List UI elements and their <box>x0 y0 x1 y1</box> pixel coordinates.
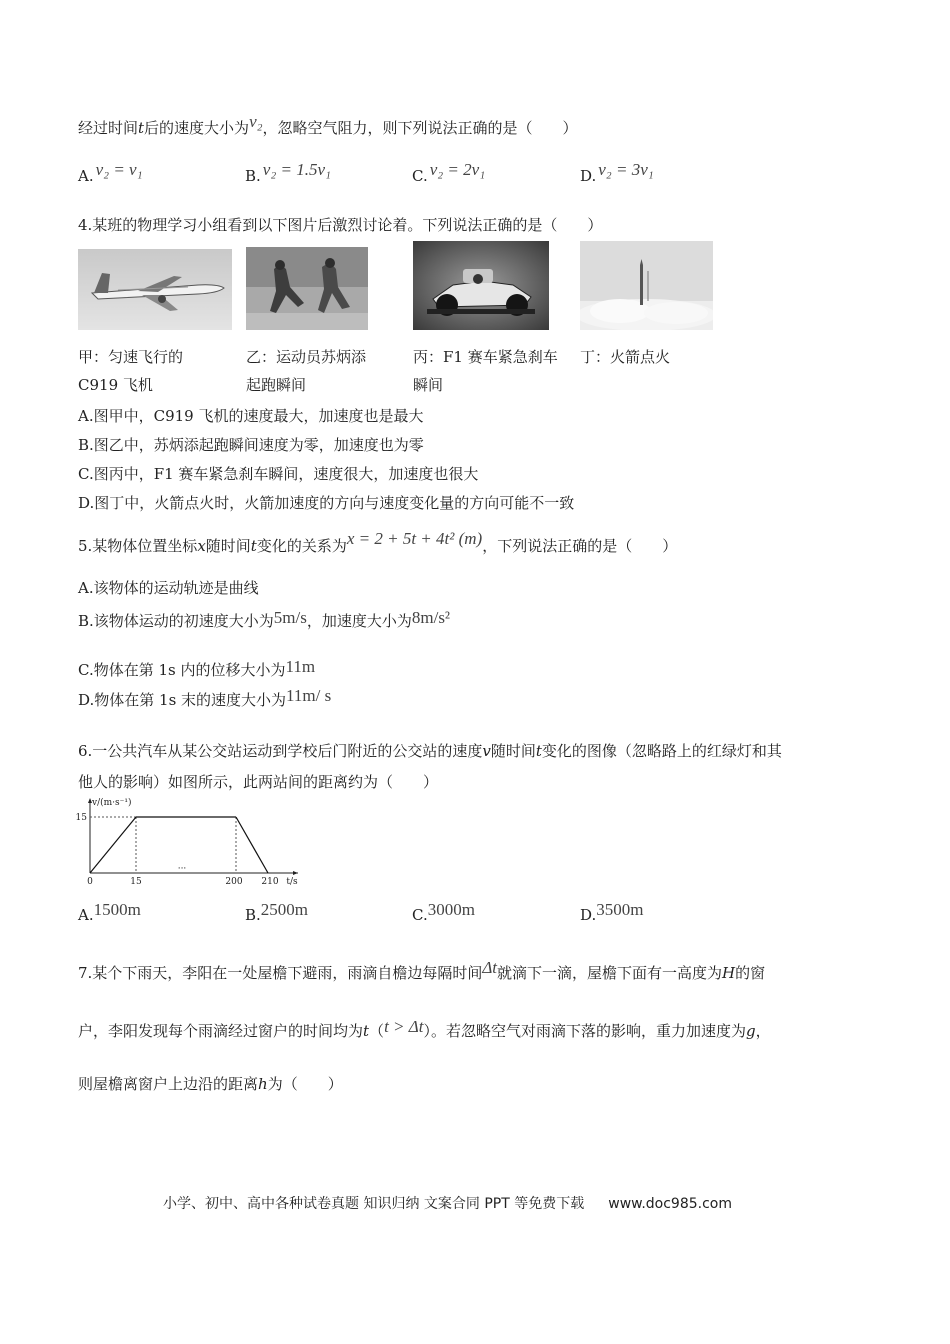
series-segment <box>236 817 268 873</box>
q3-option-d[interactable]: D. v₂ = 3v₁ <box>580 160 654 185</box>
x-tick-label: 15 <box>130 877 142 887</box>
q4-option-a[interactable]: A.图甲中，C919 飞机的速度最大，加速度也是最大 <box>78 407 424 425</box>
q6-option-d[interactable]: D.3500m <box>580 900 644 924</box>
q7-stem-line2: 户，李阳发现每个雨滴经过窗户的时间均为t（t > Δt）。若忽略空气对雨滴下落的影响，重力加速度为g， <box>78 1017 771 1040</box>
y-tick-label: 15 <box>75 813 87 823</box>
axis-break-ellipsis: ··· <box>177 864 187 874</box>
q5-option-a[interactable]: A.该物体的运动轨迹是曲线 <box>78 579 259 597</box>
q6-stem-line1: 6.一公共汽车从某公交站运动到学校后门附近的公交站的速度v随时间t变化的图像（忽略路上的红绿灯和其 <box>78 742 782 760</box>
footer-url[interactable]: www.doc985.com <box>608 1196 732 1212</box>
caption-bing: 丙：F1 赛车紧急刹车 瞬间 <box>413 348 558 394</box>
caption-yi: 乙：运动员苏炳添 起跑瞬间 <box>246 348 367 394</box>
footer-text: 小学、初中、高中各种试卷真题 知识归纳 文案合同 PPT 等免费下载 <box>163 1196 585 1212</box>
q3-stem-line: 经过时间t后的速度大小为v₂，忽略空气阻力，则下列说法正确的是（ ） <box>78 112 578 137</box>
page-footer <box>163 1193 732 1213</box>
rocket-launch-photo <box>580 241 713 330</box>
x-tick-label: 0 <box>87 877 93 887</box>
var-v2: v₂ <box>249 112 263 131</box>
x-tick-label: 200 <box>225 877 243 887</box>
y-axis-label: v/(m·s⁻¹) <box>92 798 132 808</box>
x-axis-arrow <box>293 871 298 875</box>
q6-option-c[interactable]: C.3000m <box>412 900 475 924</box>
q4-stem: 4.某班的物理学习小组看到以下图片后激烈讨论着。下列说法正确的是（ ） <box>78 216 603 234</box>
q4-option-b[interactable]: B.图乙中，苏炳添起跑瞬间速度为零，加速度也为零 <box>78 436 424 454</box>
q5-formula: x = 2 + 5t + 4t² (m) <box>346 529 483 548</box>
q5-option-d[interactable]: D.物体在第 1s 末的速度大小为11m/ s <box>78 686 332 709</box>
q6-stem-line2: 他人的影响）如图所示，此两站间的距离约为（ ） <box>78 773 439 791</box>
q5-option-c[interactable]: C.物体在第 1s 内的位移大小为11m <box>78 657 316 679</box>
caption-ding: 丁：火箭点火 <box>580 348 671 366</box>
q3-option-a[interactable]: A. v₂ = v₁ <box>78 160 143 185</box>
f1-race-car-photo <box>413 241 549 330</box>
q3-option-b[interactable]: B. v₂ = 1.5v₁ <box>245 160 331 185</box>
c919-airplane-photo <box>78 249 232 330</box>
var-t: t <box>138 119 145 137</box>
series-segment <box>90 817 136 873</box>
q4-option-c[interactable]: C.图丙中，F1 赛车紧急刹车瞬间，速度很大，加速度也很大 <box>78 465 479 483</box>
x-tick-label: 210 <box>261 877 279 887</box>
q7-stem-line1: 7.某个下雨天，李阳在一处屋檐下避雨，雨滴自檐边每隔时间Δt就滴下一滴，屋檐下面有一高度为H的窗 <box>78 958 766 982</box>
q7-stem-line3: 则屋檐离窗户上边沿的距离h为（ ） <box>78 1075 343 1093</box>
q5-option-b[interactable]: B.该物体运动的初速度大小为5m/s，加速度大小为8m/s² <box>78 608 451 630</box>
q4-option-d[interactable]: D.图丁中，火箭点火时，火箭加速度的方向与速度变化量的方向可能不一致 <box>78 494 575 512</box>
x-axis-label: t/s <box>286 877 298 887</box>
q3-option-c[interactable]: C. v₂ = 2v₁ <box>412 160 486 185</box>
q6-option-a[interactable]: A.1500m <box>78 900 141 924</box>
q6-option-b[interactable]: B.2500m <box>245 900 309 924</box>
q5-stem: 5.某物体位置坐标x随时间t变化的关系为x = 2 + 5t + 4t² (m)，下列说法正确的是（ ） <box>78 529 678 555</box>
sprinter-start-photo <box>246 247 368 330</box>
velocity-time-chart <box>74 795 306 887</box>
caption-jia: 甲：匀速飞行的 C919 飞机 <box>78 348 184 394</box>
